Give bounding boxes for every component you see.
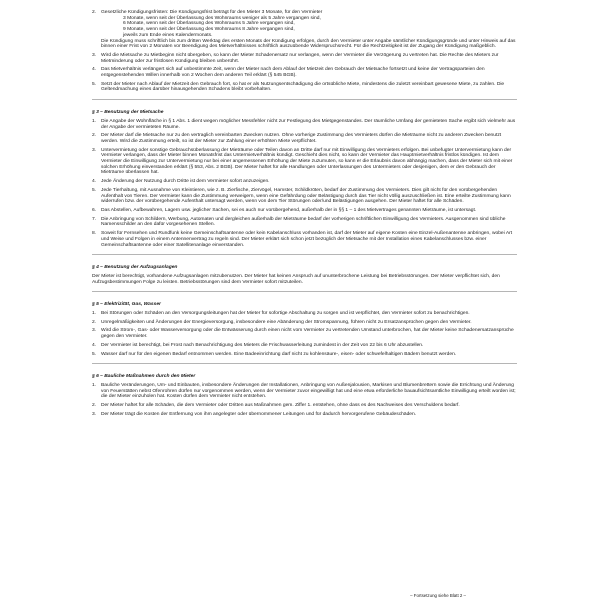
list-item bbox=[92, 320, 517, 326]
item-text: Die Angabe der Wohnfläche in § 1 Abs. 1 dient wegen möglicher Messfehler nicht zur Festlegung des Mietgegenstandes. Der räumliche Umfang der gemieteten Sache ergibt sich vielmehr aus der Angabe der vermieteten Räume. bbox=[101, 118, 516, 130]
item-text: Der Mieter trägt die Kosten der Entfernung von ihm angelegter oder übernommener Leitungen und für dadurch hervorgerufene Gebäudeschäden. bbox=[101, 411, 417, 417]
item-number: 2. bbox=[92, 403, 97, 409]
item-text: Der Vermieter ist berechtigt, bei Frost nach Benachrichtigung des Mieters die Frischwasserleitung zumindest in der Zeit von 22 bis 6 Uhr abzustellen. bbox=[101, 342, 424, 348]
section-divider bbox=[92, 291, 517, 292]
sub-line: 3 Monate, wenn seit der Überlassung des Wohnraums weniger als 5 Jahre vergangen sind, bbox=[123, 15, 321, 21]
item-number: 2. bbox=[92, 10, 97, 15]
list-item bbox=[92, 208, 517, 214]
item-number: 3. bbox=[92, 328, 97, 334]
item-number: 1. bbox=[92, 311, 97, 317]
continuation-note: – Fortsetzung siehe Blatt 2 – bbox=[410, 593, 466, 598]
list-item bbox=[92, 133, 517, 144]
list-item bbox=[92, 10, 517, 50]
list-item bbox=[92, 53, 517, 64]
item-text: Die Anbringung von Schildern, Werbung, Automaten und dergleichen außerhalb der Mieträume bedarf der vorherigen schriftlichen Einwilligung des Vermieters. Ausgenommen sind übliche Namensschilder an den dafür vorgesehenen Stellen. bbox=[101, 216, 506, 228]
list-item bbox=[92, 179, 517, 185]
item-number: 3. bbox=[92, 147, 97, 153]
item-text: Wasser darf nur für den eigenen Bedarf entnommen werden. Eine Badeeinrichtung darf nicht zu kohlensäure-, eisen- oder schwefelhaltigen Bädern benutzt werden. bbox=[101, 351, 457, 357]
section-heading: § 5 – Elektrizität, Gas, Wasser bbox=[92, 302, 161, 308]
item-number: 7. bbox=[92, 216, 97, 222]
list-item bbox=[92, 231, 517, 248]
list-item bbox=[92, 119, 517, 130]
section-divider bbox=[92, 254, 517, 255]
sub-line: jeweils zum Ende eines Kalendermonats. bbox=[123, 32, 213, 38]
item-text: Gesetzliche Kündigungsfristen: Die Kündigungsfrist beträgt für den Mieter 3 Monate, für den Vermieter bbox=[101, 10, 323, 15]
item-text: Setzt der Mieter nach Ablauf der Mietzeit den Gebrauch fort, so hat er als Nutzungsentschädigung die ortsübliche Miete, mindestens die zuletzt vereinbart gewesene Miete, zu zahlen. Die Geltendmachung eines darüber hinausgehenden Schadens bleibt vorbehalten. bbox=[101, 81, 505, 93]
list-item bbox=[92, 383, 517, 400]
item-text: Das Mietverhältnis verlängert sich auf unbestimmte Zeit, wenn der Mieter nach dem Ablauf der Mietzeit den Gebrauch der Mietsache fortsetzt und keine der Vertragsparteien den entgegenstehenden Willen innerhalb von 2 Wochen dem anderen Teil erklärt (§ 545 BGB). bbox=[101, 67, 485, 79]
section-divider bbox=[92, 363, 517, 364]
item-text: Das Abstellen, Aufbewahren, Lagern usw. jeglicher Sachen, sei es auch nur vorübergehend, außerhalb der in §§ 1 – 1 des Mietvertrages genannten Mieträume, ist untersagt. bbox=[101, 207, 477, 213]
item-number: 5. bbox=[92, 187, 97, 193]
lease-document-page bbox=[92, 10, 517, 420]
list-item bbox=[92, 148, 517, 177]
item-number: 4. bbox=[92, 179, 97, 185]
item-text: Der Mieter darf die Mietsache nur zu den vertraglich vereinbarten Zwecken nutzen. Ohne vorherige Zustimmung des Vermieters dürfen die Mieträume nicht zu anderen Zwecken benutzt werden. Wird die Zustimmung erteilt, so ist der Mieter zur Zahlung einer erhöhten Miete verpflichtet. bbox=[101, 133, 502, 144]
item-number: 4. bbox=[92, 342, 97, 348]
item-number: 2. bbox=[92, 319, 97, 325]
item-text: Jede Änderung der Nutzung durch Dritte ist dem Vermieter sofort anzuzeigen. bbox=[101, 179, 270, 185]
list-item bbox=[92, 412, 517, 418]
list-item bbox=[92, 188, 517, 205]
item-text: Der Mieter haftet für alle Schäden, die dem Vermieter oder Dritten aus Maßnahmen gem. Ziffer 1. entstehen, ohne dass es des Nachweises des Verschuldens bedarf. bbox=[101, 403, 460, 409]
item-number: 2. bbox=[92, 133, 97, 139]
item-number: 3. bbox=[92, 52, 97, 58]
list-item bbox=[92, 82, 517, 93]
item-number: 3. bbox=[92, 411, 97, 417]
item-note: Die Kündigung muss schriftlich bis zum dritten Werktag des ersten Monats der Kündigung erfolgen, durch den Vermieter unter Angabe sämtlicher Kündigungsgründe und unter Hinweis auf das binnen einer Frist von 2 Monaten vor Beendigung des Mietverhältnisses schriftlich auszuübende Widerspruchsrecht. Für die Rechtzeitigkeit ist der Zugang der Kündigung maßgeblich. bbox=[101, 38, 516, 50]
item-number: 1. bbox=[92, 382, 97, 388]
item-text: Bauliche Veränderungen, Um- und Einbauten, insbesondere Änderungen der Installationen, Anbringung von Außenjalousien, Markisen und Blumenbrettern sowie die Errichtung und Änderung von Feuerstätten nebst Ofenrohren dürfen nur vorgenommen werden, wenn der Vermieter zuvor eingewilligt hat und eine etwa erforderliche bauaufsichtsamtliche Einwilligung erteilt worden ist; die der Mieter einzuholen hat. Kosten dürfen dem Vermieter nicht entstehen. bbox=[101, 382, 516, 400]
section-heading: § 3 – Benutzung der Mietsache bbox=[92, 110, 164, 116]
item-number: 6. bbox=[92, 207, 97, 213]
section-paragraph: Der Mieter ist berechtigt, vorhandene Aufzugsanlagen mitzubenutzen. Der Mieter hat keinen Anspruch auf ununterbrochene Leistung bei Betriebsstörungen. Der Mieter verpflichtet sich, den Aufzugsbestimmungen Folge zu leisten. Betriebsstörungen sind dem Vermieter sofort mitzuteilen. bbox=[92, 273, 500, 285]
item-text: Untervermietung oder sonstige Gebrauchsüberlassung der Mieträume oder Teilen davon an Dritte darf nur mit Einwilligung des Vermieters erfolgen. Bei unbefugter Untervermietung kann der Vermieter verlangen, dass der Mieter binnen Monatsfrist das Untermietverhältnis kündigt. Geschieht dies nicht, so kann der Vermieter das Hauptmietverhältnis fristlos kündigen. Ist dem Vermieter die Einwilligung zur Untervermietung nur bei einer angemessenen Erhöhung der Miete zuzumuten, so kann er die Erlaubnis davon abhängig machen, dass der Mieter sich mit einer solchen Erhöhung einverstanden erklärt (§ 553, Abs. 2 BGB). Der Mieter haftet für alle Handlungen oder Unterlassungen des Untermieters oder desjenigen, dem er den Gebrauch der Mieträume überlassen hat. bbox=[101, 147, 513, 176]
list-item bbox=[92, 328, 517, 339]
item-text: Wird die Mietsache zu Mietbeginn nicht übergeben, so kann der Mieter Schadenersatz nur verlangen, wenn der Vermieter die Verzögerung zu vertreten hat. Die Rechte des Mieters zur Mietminderung oder zur fristlosen Kündigung bleiben unberührt. bbox=[101, 52, 499, 64]
sub-line: 9 Monate, wenn seit der Überlassung des Wohnraums 8 Jahre vergangen sind, bbox=[123, 27, 295, 33]
item-text: Soweit für Fernsehen und Rundfunk keine Gemeinschaftsantenne oder kein Kabelanschluss vorhanden ist, darf der Mieter auf eigene Kosten eine Einzel-Außenantenne anbringen, wobei Art und Weise und Folgen in einem Antennenvertrag zu regeln sind. Der Mieter erklärt sich schon jetzt bezüglich der Mietsache mit der Installation eines Kabelanschlusses bzw. einer Gemeinschaftsantenne oder einer Satellitenanlage einverstanden. bbox=[101, 231, 513, 248]
section-heading: § 6 – Bauliche Maßnahmen durch den Mieter bbox=[92, 374, 196, 380]
item-number: 8. bbox=[92, 231, 97, 237]
item-number: 1. bbox=[92, 118, 97, 124]
list-item bbox=[92, 67, 517, 78]
item-text: Wird die Strom-, Gas- oder Wasserversorgung oder die Entwässerung durch einen nicht vom Vermieter zu vertretenden Umstand unterbrochen, hat der Mieter keine Schadenersatzansprüche gegen den Vermieter. bbox=[101, 328, 514, 340]
list-item bbox=[92, 352, 517, 358]
list-item bbox=[92, 403, 517, 409]
item-number: 5. bbox=[92, 81, 97, 87]
item-number: 4. bbox=[92, 67, 97, 73]
list-item bbox=[92, 311, 517, 317]
item-text: Jede Tierhaltung, mit Ausnahme von Kleintieren, wie z. B. Zierfische, Ziervögel, Hamster, Schildkröten, bedarf der Zustimmung des Vermieters. Dies gilt nicht für den vorübergehenden Aufenthalt von Tieren. Der Vermieter kann die Zustimmung verweigern, wenn eine Gefährdung oder Belästigung durch das Tier nicht völlig auszuschließen ist. Eine erteilte Zustimmung kann widerrufen bzw. der vorübergehende Aufenthalt untersagt werden, wenn von dem Tier Störungen oder/und Belästigungen ausgehen. Der Mieter haftet für alle Schäden. bbox=[101, 187, 511, 205]
section-heading: § 4 – Benutzung der Aufzugsanlagen bbox=[92, 265, 178, 271]
list-item bbox=[92, 343, 517, 349]
sub-line: 6 Monate, wenn seit der Überlassung des Wohnraums 5 Jahre vergangen sind, bbox=[123, 21, 295, 27]
section-divider bbox=[92, 99, 517, 100]
list-item bbox=[92, 217, 517, 228]
item-text: Bei Störungen oder Schäden an den Versorgungsleitungen hat der Mieter für sofortige Abschaltung zu sorgen und ist verpflichtet, den Vermieter sofort zu benachrichtigen. bbox=[101, 311, 470, 317]
item-text: Unregelmäßigkeiten und Änderungen der Energieversorgung, insbesondere eine Abänderung der Stromspannung, führen nicht zu Ersatzansprüchen gegen den Vermieter. bbox=[101, 319, 472, 325]
item-number: 5. bbox=[92, 351, 97, 357]
